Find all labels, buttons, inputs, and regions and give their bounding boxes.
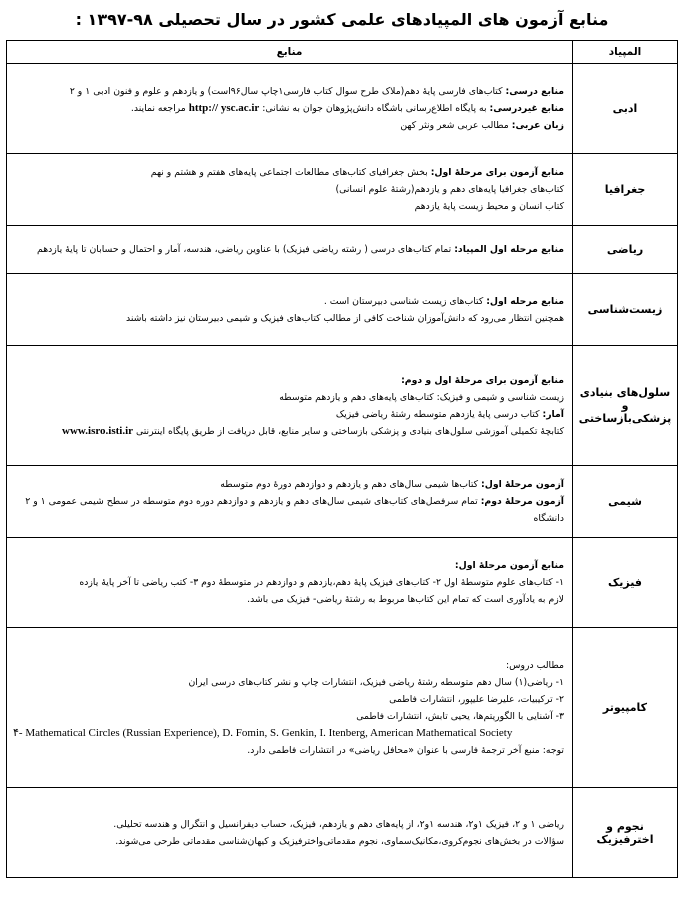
table-row [7,788,678,878]
sources-cell [7,628,573,788]
olympiad-name: سلول‌های بنیادی و پزشکی‌بازساختی [573,346,678,466]
header-sources: منابع [7,41,573,64]
sources-cell [7,64,573,154]
source-text: ۱- ریاضی(۱) سال دهم متوسطه رشتهٔ ریاضی فیزیک، انتشارات چاپ و نشر کتاب‌های درسی ایران [188,676,564,688]
olympiad-name: ریاضی [573,226,678,274]
source-line [13,389,564,406]
table-row [7,628,678,788]
source-text: کتاب‌ها شیمی سال‌های دهم و یازدهم و دوازدهم دورهٔ دوم متوسطه [220,479,482,490]
source-line [13,557,564,574]
sources-cell [7,346,573,466]
page-title: منابع آزمون های المپیادهای علمی کشور در سال تحصیلی ۹۸-۱۳۹۷ : [75,10,609,29]
source-text: به پایگاه اطلاع‌رسانی باشگاه دانش‌پژوهان جوان به نشانی: [259,103,490,114]
table-body [7,64,678,878]
sources-cell [7,538,573,628]
source-text: بخش جغرافیای کتاب‌های مطالعات اجتماعی پایه‌های هفتم و هشتم و نهم [150,167,431,178]
source-line [13,100,564,117]
source-line [13,674,564,691]
source-line [13,198,564,215]
olympiad-sources-table [6,40,678,878]
source-text: ۱- کتاب‌های علوم متوسطهٔ اول ۲- کتاب‌های فیزیک پایهٔ دهم،یازدهم و دوازدهم در متوسطهٔ دوم ۳- کتب ریاضی تا آخر پایهٔ یازده [79,577,564,588]
source-line [13,574,564,591]
table-row [7,154,678,226]
source-text: مطالب عربی شعر ونثر کهن [400,120,512,131]
olympiad-name: ادبی [573,64,678,154]
source-text: کتاب انسان و محیط زیست پایهٔ یازدهم [414,201,564,212]
source-label: منابع غیردرسی: [489,103,564,114]
source-line [13,181,564,198]
source-text-after: مراجعه نمایند. [130,103,189,114]
source-label: آزمون مرحلهٔ اول: [481,479,564,490]
sources-cell [7,788,573,878]
source-text: کتابچهٔ تکمیلی آموزشی سلول‌های بنیادی و پزشکی بازساختی و سایر منابع، قابل دریافت از طریق پایگاه اینترنتی [133,425,564,437]
source-url-link[interactable]: http:// ysc.ac.ir [188,102,260,114]
source-line [13,691,564,708]
source-label: منابع درسی: [505,86,564,97]
sources-cell [7,154,573,226]
source-text: ۲- ترکیبیات، علیرضا علیپور، انتشارات فاطمی [389,693,564,705]
source-line [13,241,564,258]
source-line [13,310,564,327]
source-text: توجه: منبع آخر ترجمهٔ فارسی با عنوان «محافل ریاضی» در انتشارات فاطمی دارد. [247,744,564,756]
source-label: منابع آزمون برای مرحلهٔ اول و دوم: [401,374,564,386]
table-row [7,538,678,628]
source-text: کتاب‌های فارسی پایهٔ دهم(ملاک طرح سوال کتاب فارسی۱چاپ سال۹۶است) و یازدهم و علوم و فنون ادبی ۱ و ۲ [69,86,506,97]
table-row [7,346,678,466]
source-line [13,742,564,759]
sources-cell [7,466,573,538]
olympiad-name: شیمی [573,466,678,538]
source-line [13,833,564,850]
source-line [13,476,564,493]
source-label: منابع آزمون برای مرحلهٔ اول: [430,167,564,178]
table-row [7,64,678,154]
olympiad-name: زیست‌شناسی [573,274,678,346]
source-label: منابع مرحله اول: [486,295,564,307]
source-text: مطالب دروس: [506,659,564,671]
source-text: کتاب درسی پایهٔ یازدهم متوسطه رشتهٔ ریاضی فیزیک [335,408,543,420]
source-label: منابع مرحله اول المپیاد: [454,244,564,255]
source-line [13,293,564,310]
olympiad-name: کامپیوتر [573,628,678,788]
olympiad-name: فیزیک [573,538,678,628]
source-label: آمار: [542,408,564,420]
source-line [13,83,564,100]
source-line [13,117,564,134]
table-row [7,466,678,538]
source-url-link[interactable]: www.isro.isti.ir [62,424,134,437]
source-line [13,164,564,181]
source-line-english: ۴- Mathematical Circles (Russian Experience), D. Fomin, S. Genkin, I. Itenberg, American Mathematical Society [13,726,513,739]
source-label: منابع آزمون مرحلهٔ اول: [454,560,564,571]
source-line [13,372,564,389]
source-text: تمام سرفصل‌های کتاب‌های شیمی سال‌های دهم و یازدهم و دوازدهم دوره دوم متوسطه در سطح شیمی عمومی ۱ و ۲ دانشگاه [25,496,564,524]
source-label: زبان عربی: [511,120,564,131]
source-text: ۳- آشنایی با الگوریتم‌ها، یحیی تابش، انتشارات فاطمی [356,710,564,722]
source-line [13,493,564,527]
source-line [13,423,564,440]
source-line [13,406,564,423]
source-text: همچنین انتظار می‌رود که دانش‌آموزان شناخت کافی از مطالب کتاب‌های فیزیک و شیمی دبیرستان نیز داشته باشند [125,312,564,324]
source-text: لازم به یادآوری است که تمام این کتاب‌ها مربوط به رشتهٔ ریاضی- فیزیک می باشد. [247,594,564,605]
source-line [13,591,564,608]
source-line [13,657,564,674]
olympiad-name: جغرافیا [573,154,678,226]
source-line [13,816,564,833]
source-text: سؤالات در بخش‌های نجوم‌کروی،مکانیک‌سماوی، نجوم مقدماتی‌واخترفیزیک و کیهان‌شناسی مقدماتی طرحی می‌شوند. [115,835,564,847]
source-line [13,708,564,725]
source-text: تمام کتاب‌های درسی ( رشته ریاضی فیزیک) با عناوین ریاضی، هندسه، آمار و احتمال و حسابان تا پایهٔ یازدهم [37,244,455,255]
source-text: کتاب‌های زیست شناسی دبیرستان است . [323,295,487,307]
sources-cell [7,274,573,346]
sources-cell [7,226,573,274]
table-row [7,274,678,346]
table-row [7,226,678,274]
source-label: آزمون مرحلهٔ دوم: [480,496,564,507]
olympiad-name: نجوم و اخترفیزیک [573,788,678,878]
source-text: کتاب‌های جغرافیا پایه‌های دهم و یازدهم(رشتهٔ علوم انسانی) [335,184,564,195]
table-header-row [7,41,678,64]
source-text: ریاضی ۱ و ۲، فیزیک ۱و۲، هندسه ۱و۲، از پایه‌های دهم و یازدهم، فیزیک، حساب دیفرانسیل و انتگرال و هندسه تحلیلی. [113,818,564,830]
source-text: زیست شناسی و شیمی و فیزیک: کتاب‌های پایه‌های دهم و یازدهم متوسطه [279,391,564,403]
header-olympiad: المپیاد [573,41,678,64]
